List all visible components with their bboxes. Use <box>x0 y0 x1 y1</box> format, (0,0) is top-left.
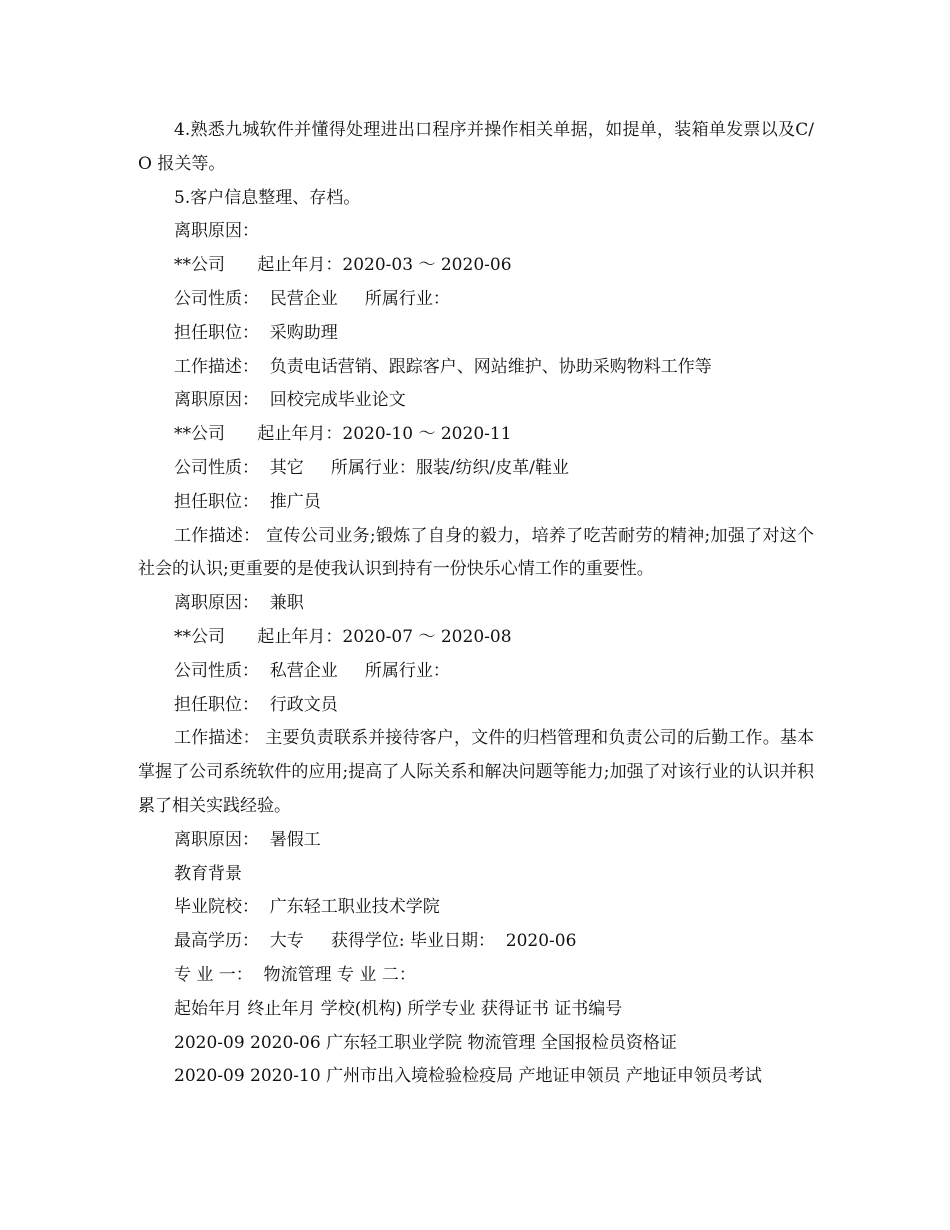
document-body <box>138 114 814 1094</box>
text-line: 2020-09 2020-06 广东轻工职业学院 物流管理 全国报检员资格证 <box>174 1032 677 1053</box>
text-line: 毕业院校： 广东轻工职业技术学院 <box>174 897 440 918</box>
text-line: 专 业 一： 物流管理 专 业 二： <box>174 964 416 985</box>
text-line: 工作描述： 负责电话营销、跟踪客户、网站维护、协助采购物料工作等 <box>174 356 712 377</box>
text-line: 离职原因： 回校完成毕业论文 <box>174 390 406 411</box>
paragraph: 4.熟悉九城软件并懂得处理进出口程序并操作相关单据，如提单，装箱单发票以及C/O 报关等。 <box>138 120 814 174</box>
text-line: **公司 起止年月：2020-07 ～ 2020-08 <box>174 626 512 647</box>
text-line: 最高学历： 大专 获得学位: 毕业日期： 2020-06 <box>174 931 577 952</box>
text-line: 公司性质： 其它 所属行业：服装/纺织/皮革/鞋业 <box>174 457 570 478</box>
text-line: 离职原因： <box>174 221 259 242</box>
text-line: 离职原因： 兼职 <box>174 593 304 614</box>
paragraph: 工作描述： 主要负责联系并接待客户，文件的归档管理和负责公司的后勤工作。基本掌握了公司系统软件的应用;提高了人际关系和解决问题等能力;加强了对该行业的认识并积累了相关实践经验。 <box>138 728 814 816</box>
text-line: 教育背景 <box>174 863 242 884</box>
text-line: 起始年月 终止年月 学校(机构) 所学专业 获得证书 证书编号 <box>174 998 623 1019</box>
text-line: 担任职位： 行政文员 <box>174 694 338 715</box>
text-line: 2020-09 2020-10 广州市出入境检验检疫局 产地证申领员 产地证申领员考试 <box>174 1066 762 1087</box>
document-page <box>138 114 814 1094</box>
paragraph: 工作描述： 宣传公司业务;锻炼了自身的毅力，培养了吃苦耐劳的精神;加强了对这个社会的认识;更重要的是使我认识到持有一份快乐心情工作的重要性。 <box>138 525 814 580</box>
text-line: 担任职位： 采购助理 <box>174 322 338 343</box>
text-line: 公司性质： 私营企业 所属行业： <box>174 660 450 681</box>
text-line: 5.客户信息整理、存档。 <box>174 187 361 208</box>
text-line: 公司性质： 民营企业 所属行业： <box>174 288 450 309</box>
text-line: 担任职位： 推广员 <box>174 491 321 512</box>
text-line: 离职原因： 暑假工 <box>174 829 321 850</box>
text-line: **公司 起止年月：2020-03 ～ 2020-06 <box>174 255 512 276</box>
text-line: **公司 起止年月：2020-10 ～ 2020-11 <box>174 424 512 445</box>
